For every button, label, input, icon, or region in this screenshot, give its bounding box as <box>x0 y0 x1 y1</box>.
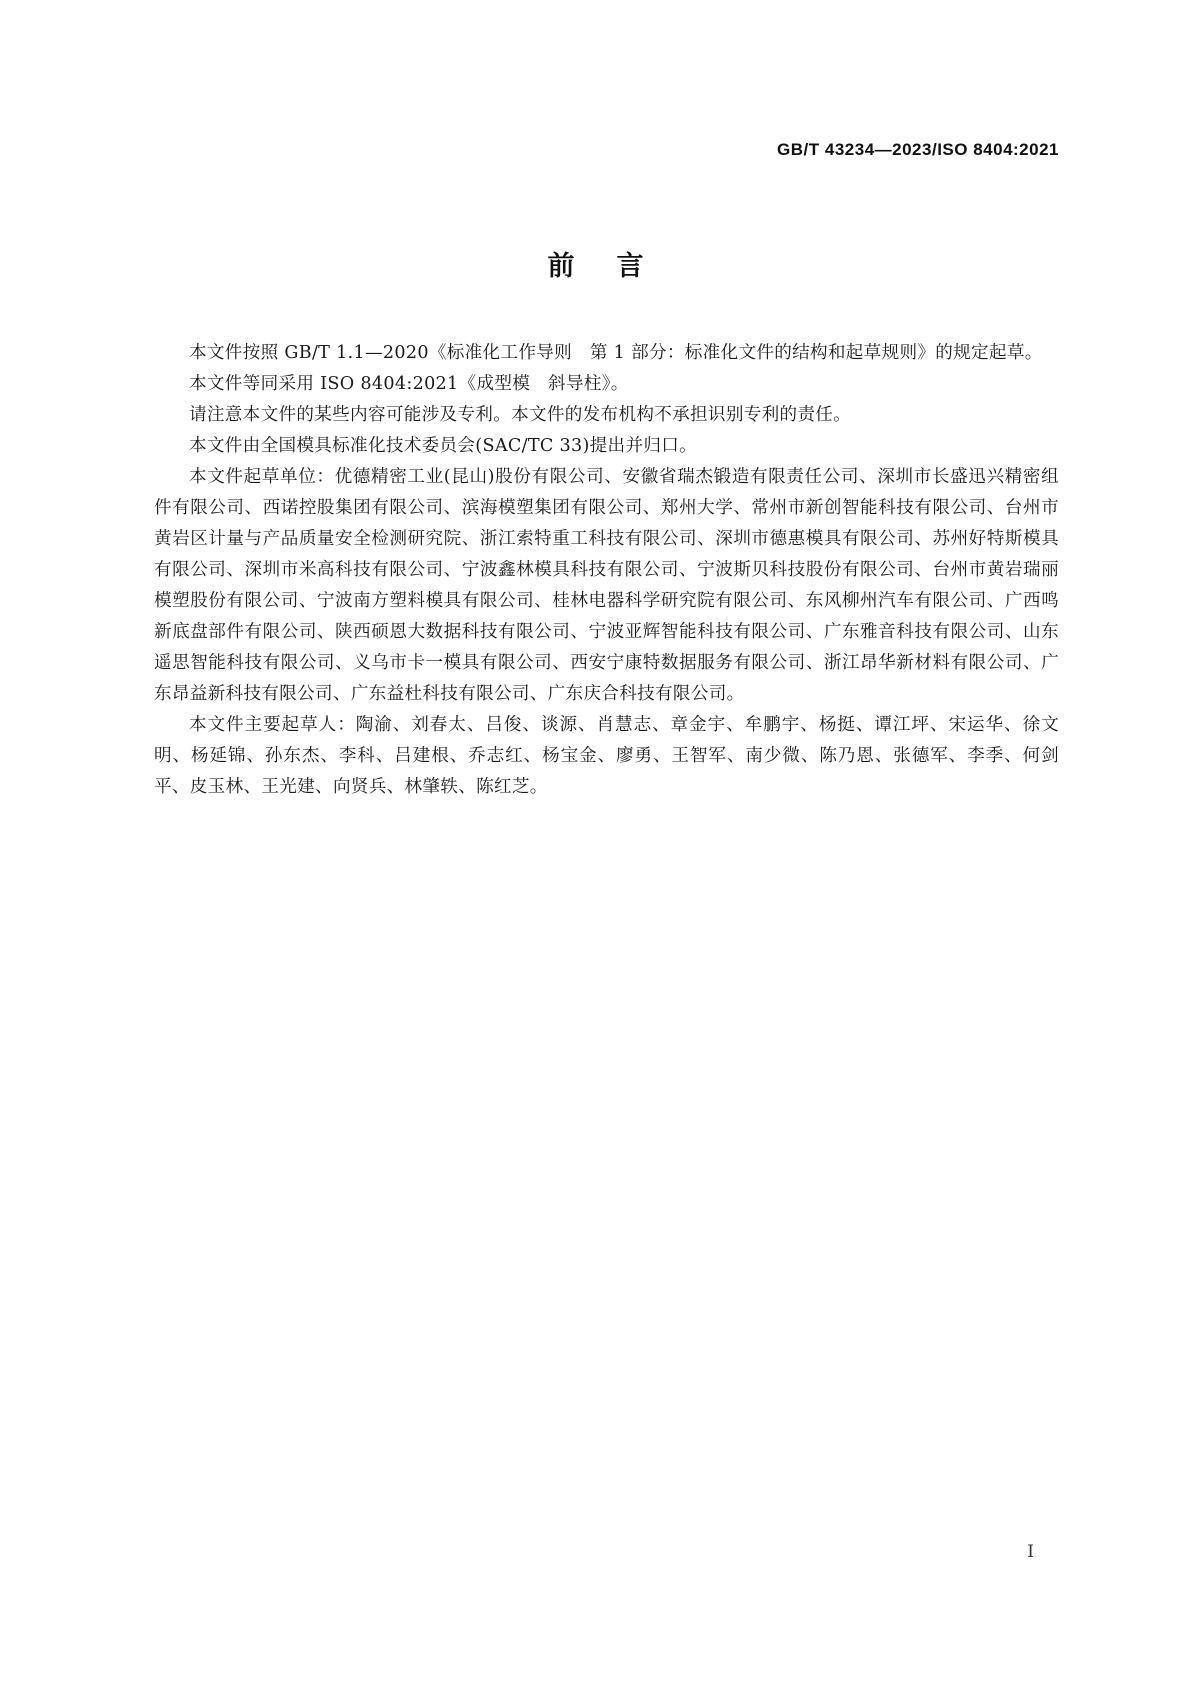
paragraph-drafters: 本文件主要起草人：陶渝、刘春太、吕俊、谈源、肖慧志、章金宇、牟鹏宇、杨挺、谭江坪、宋运华、徐文明、杨延锦、孙东杰、李科、吕建根、乔志红、杨宝金、廖勇、王智军、南少微、陈乃恩、张德军、李季、何剑平、皮玉林、王光建、向贤兵、林肇轶、陈红芝。 <box>154 715 1059 797</box>
standard-code-header: GB/T 43234—2023/ISO 8404:2021 <box>777 140 1059 159</box>
paragraph-patent-notice: 请注意本文件的某些内容可能涉及专利。本文件的发布机构不承担识别专利的责任。 <box>189 405 852 425</box>
paragraph-proposer: 本文件由全国模具标准化技术委员会(SAC/TC 33)提出并归口。 <box>189 436 698 456</box>
page-title: 前言 <box>547 251 686 282</box>
page-number: I <box>1027 1542 1034 1562</box>
paragraph-drafting-rules: 本文件按照 GB/T 1.1—2020《标准化工作导则 第 1 部分：标准化文件的结构和起草规则》的规定起草。 <box>189 343 1043 363</box>
paragraph-drafting-units: 本文件起草单位：优德精密工业(昆山)股份有限公司、安徽省瑞杰锻造有限责任公司、深圳市长盛迅兴精密组件有限公司、西诺控股集团有限公司、滨海模塑集团有限公司、郑州大学、常州市新创智能科技有限公司、台州市黄岩区计量与产品质量安全检测研究院、浙江索特重工科技有限公司、深圳市德惠模具有限公司、苏州好特斯模具有限公司、深圳市米高科技有限公司、宁波鑫林模具科技有限公司、宁波斯贝科技股份有限公司、台州市黄岩瑞丽模塑股份有限公司、宁波南方塑料模具有限公司、桂林电器科学研究院有限公司、东风柳州汽车有限公司、广西鸣新底盘部件有限公司、陕西硕恩大数据科技有限公司、宁波亚辉智能科技有限公司、广东雅音科技有限公司、山东遥思智能科技有限公司、义乌市卡一模具有限公司、西安宁康特数据服务有限公司、浙江昂华新材料有限公司、广东昂益新科技有限公司、广东益杜科技有限公司、广东庆合科技有限公司。 <box>154 467 1059 704</box>
foreword-body <box>154 338 1059 803</box>
paragraph-iso-adoption: 本文件等同采用 ISO 8404:2021《成型模 斜导柱》。 <box>189 374 629 394</box>
